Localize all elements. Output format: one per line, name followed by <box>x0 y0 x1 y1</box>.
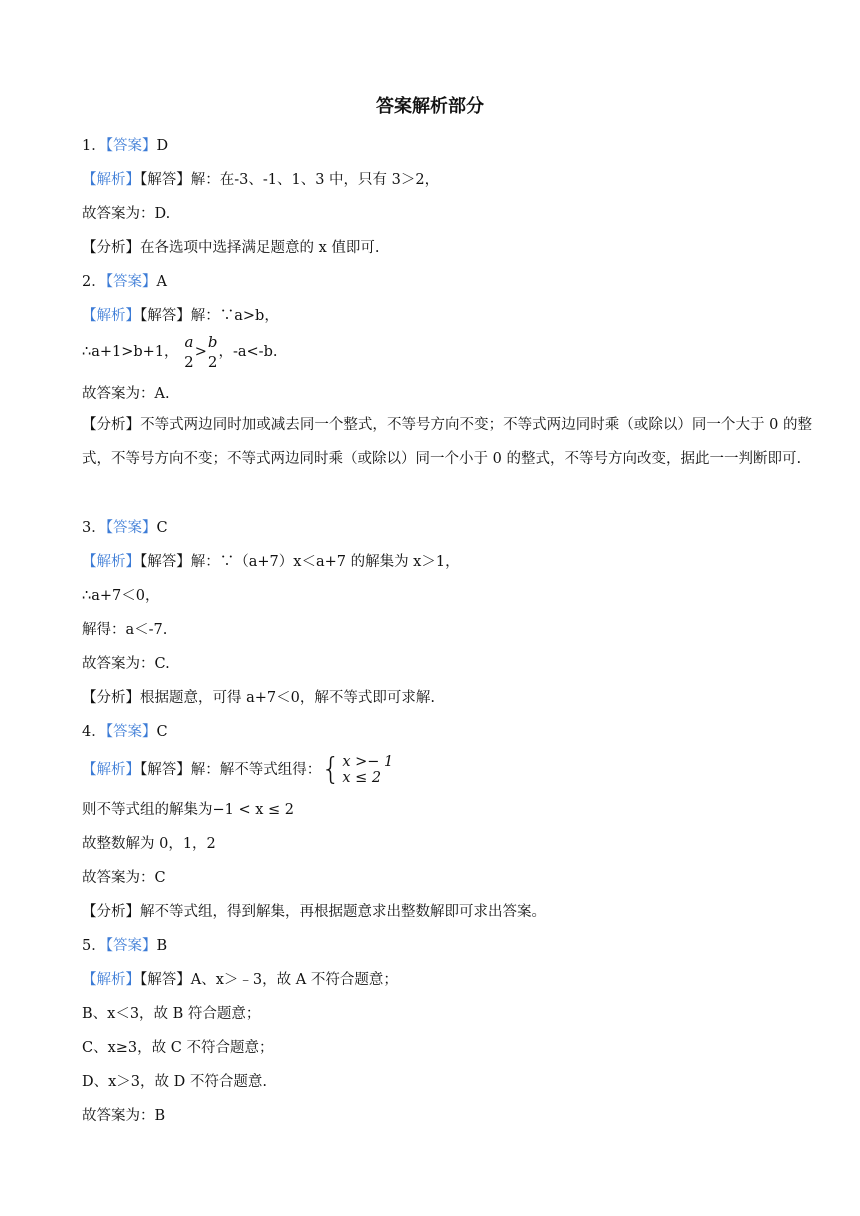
fraction-a-over-2: a 2 <box>184 333 194 371</box>
page-title: 答案解析部分 <box>376 96 484 117</box>
greater-than: > <box>194 344 207 360</box>
q3-answer-line <box>82 518 168 538</box>
q4-analysis-line <box>82 902 546 922</box>
q1-analysis: 在各选项中选择满足题意的 x 值即可. <box>140 240 380 256</box>
q5-solution-line <box>82 970 398 990</box>
q1-analysis-line <box>82 238 380 258</box>
fenxi-tag: 【分析】 <box>82 417 141 433</box>
q5-line-c: C、x≥3，故 C 不符合题意； <box>82 1040 274 1056</box>
fraction-b-over-2: b 2 <box>207 333 218 371</box>
q3-step2: 解得：a＜-7. <box>82 622 168 638</box>
solution-tag: 【解答】 <box>140 172 191 188</box>
q5-conclusion: 故答案为：B <box>82 1108 166 1124</box>
answer-tag: 【答案】 <box>105 938 157 954</box>
q3-solution: 解：∵（a+7）x＜a+7 的解集为 x＞1， <box>190 554 460 570</box>
q5-answer-line <box>82 936 167 956</box>
q4-answer: C <box>156 724 168 740</box>
q2-answer: A <box>156 274 167 290</box>
q5-answer: B <box>156 938 168 954</box>
q3-analysis-line <box>82 688 435 708</box>
analysis-tag: 【解析】 <box>82 972 140 988</box>
q2-number: 2． <box>82 274 106 290</box>
q2-conclusion: 故答案为：A. <box>82 386 170 402</box>
fenxi-tag: 【分析】 <box>82 690 140 706</box>
analysis-tag: 【解析】 <box>82 172 140 188</box>
q4-step2: 故整数解为 0，1，2 <box>82 836 216 852</box>
q3-analysis: 根据题意，可得 a+7＜0，解不等式即可求解. <box>140 690 435 706</box>
q3-answer: C <box>156 520 168 536</box>
solution-tag: 【解答】 <box>140 762 191 778</box>
q4-analysis: 解不等式组，得到解集，再根据题意求出整数解即可求出答案。 <box>140 904 546 920</box>
q3-solution-line <box>82 552 460 572</box>
q2-step-pre: ∴a+1>b+1， <box>82 344 179 360</box>
solution-tag: 【解答】 <box>140 554 191 570</box>
q5-line-d: D、x＞3，故 D 不符合题意. <box>82 1074 267 1090</box>
q2-solution: 解：∵a>b， <box>190 308 279 324</box>
solution-tag: 【解答】 <box>140 308 191 324</box>
q4-solution: 解：解不等式组得： <box>190 762 322 778</box>
answer-tag: 【答案】 <box>105 520 157 536</box>
answer-tag: 【答案】 <box>105 274 157 290</box>
q1-solution: 解：在-3、-1、1、3 中，只有 3＞2， <box>190 172 440 188</box>
answer-tag: 【答案】 <box>105 138 157 154</box>
analysis-tag: 【解析】 <box>82 554 140 570</box>
q4-conclusion: 故答案为：C <box>82 870 166 886</box>
q1-number: 1． <box>82 138 106 154</box>
solution-tag: 【解答】 <box>140 972 191 988</box>
fenxi-tag: 【分析】 <box>82 240 140 256</box>
q1-conclusion: 故答案为：D. <box>82 206 171 222</box>
q2-analysis: 不等式两边同时加或减去同一个整式，不等号方向不变；不等式两边同时乘（或除以）同一个大于 0 的整式，不等号方向不变；不等式两边同时乘（或除以）同一个小于 0 的整式，不等号方向改变，据此一一判断即可. <box>82 417 812 467</box>
q5-solution: A、x＞﹣3，故 A 不符合题意； <box>190 972 398 988</box>
q5-number: 5． <box>82 938 106 954</box>
q1-answer: D <box>156 138 169 154</box>
inequality-system: x >− 1 x ≤ 2 <box>342 754 394 786</box>
q1-answer-line <box>82 136 168 156</box>
q4-number: 4． <box>82 724 106 740</box>
q4-step1-line <box>82 800 294 820</box>
analysis-tag: 【解析】 <box>82 762 140 778</box>
answer-tag: 【答案】 <box>105 724 157 740</box>
system-brace: { <box>321 752 341 787</box>
analysis-tag: 【解析】 <box>82 308 140 324</box>
q2-step-line <box>82 332 277 372</box>
q3-conclusion: 故答案为：C. <box>82 656 170 672</box>
q2-answer-line <box>82 272 167 292</box>
q2-solution-line <box>82 306 279 326</box>
q3-step1: ∴a+7＜0， <box>82 588 160 604</box>
q5-line-b: B、x＜3，故 B 符合题意； <box>82 1006 261 1022</box>
fenxi-tag: 【分析】 <box>82 904 140 920</box>
q2-step-post: ，-a<-b. <box>218 344 278 360</box>
q1-solution-line <box>82 170 439 190</box>
q4-answer-line <box>82 722 168 742</box>
q3-number: 3． <box>82 520 106 536</box>
q4-step1-pre: 则不等式组的解集为 <box>82 802 213 818</box>
q4-solution-line <box>82 752 393 788</box>
q4-solution-set: −1 < x ≤ 2 <box>212 802 295 818</box>
q2-analysis-paragraph <box>82 408 812 476</box>
